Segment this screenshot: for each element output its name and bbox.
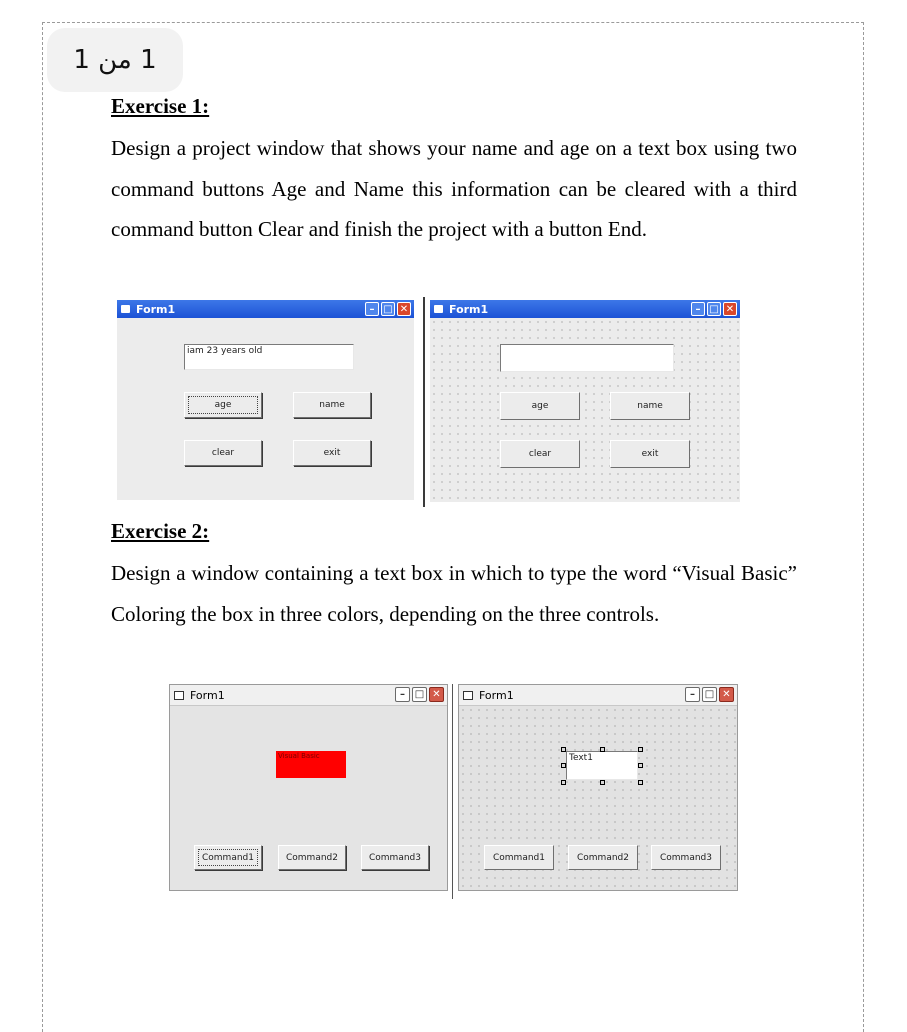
- resize-handle[interactable]: [600, 747, 605, 752]
- maximize-icon[interactable]: □: [412, 687, 427, 702]
- ex1-run-titlebar: [117, 300, 414, 318]
- exit-button[interactable]: exit: [293, 440, 371, 466]
- ex1-divider: [423, 297, 425, 507]
- close-icon[interactable]: ✕: [719, 687, 734, 702]
- ex2-run-window: [169, 684, 448, 891]
- resize-handle[interactable]: [561, 763, 566, 768]
- ex1-run-window: [117, 300, 414, 500]
- ex2-design-title: Form1: [479, 688, 514, 702]
- ex2-run-titlebar: [170, 685, 447, 706]
- resize-handle[interactable]: [638, 780, 643, 785]
- ex2-run-client: [170, 706, 447, 890]
- ex1-run-client: [117, 318, 414, 500]
- resize-handle[interactable]: [600, 780, 605, 785]
- ex1-design-textbox[interactable]: [500, 344, 674, 372]
- ex1-run-title: Form1: [136, 302, 176, 316]
- ex2-divider: [452, 684, 453, 899]
- maximize-icon[interactable]: □: [702, 687, 717, 702]
- name-button[interactable]: name: [610, 392, 690, 420]
- command1-button[interactable]: Command1: [484, 845, 554, 870]
- resize-handle[interactable]: [561, 747, 566, 752]
- resize-handle[interactable]: [561, 780, 566, 785]
- page-indicator: 1 من 1: [47, 28, 183, 92]
- command3-button[interactable]: Command3: [361, 845, 429, 870]
- text1-textbox[interactable]: Text1: [566, 751, 638, 780]
- minimize-icon[interactable]: –: [691, 302, 705, 316]
- maximize-icon[interactable]: □: [381, 302, 395, 316]
- ex1-design-title: Form1: [449, 302, 489, 316]
- ex1-design-grid: [430, 318, 740, 502]
- resize-handle[interactable]: [638, 747, 643, 752]
- ex2-design-window: [458, 684, 738, 891]
- exercise1-title: Exercise 1:: [111, 94, 210, 118]
- close-icon[interactable]: ✕: [397, 302, 411, 316]
- ex2-design-titlebar: [459, 685, 737, 706]
- resize-handle[interactable]: [638, 763, 643, 768]
- form-icon: [121, 305, 130, 313]
- form-icon: [174, 691, 184, 700]
- command2-button[interactable]: Command2: [278, 845, 346, 870]
- minimize-icon[interactable]: –: [395, 687, 410, 702]
- command1-button[interactable]: Command1: [194, 845, 262, 870]
- exercise2-body: Design a window containing a text box in which to type the word “Visual Basic” Coloring the box in three colors, depending on the three controls.: [111, 561, 797, 626]
- exit-button[interactable]: exit: [610, 440, 690, 468]
- command2-button[interactable]: Command2: [568, 845, 638, 870]
- close-icon[interactable]: ✕: [429, 687, 444, 702]
- exercise2-title: Exercise 2:: [111, 519, 210, 543]
- close-icon[interactable]: ✕: [723, 302, 737, 316]
- form-icon: [463, 691, 473, 700]
- command3-button[interactable]: Command3: [651, 845, 721, 870]
- ex1-design-window: [430, 300, 740, 502]
- clear-button[interactable]: clear: [184, 440, 262, 466]
- ex1-design-titlebar: [430, 300, 740, 318]
- ex1-run-textbox[interactable]: iam 23 years old: [184, 344, 354, 370]
- ex2-run-title: Form1: [190, 688, 225, 702]
- clear-button[interactable]: clear: [500, 440, 580, 468]
- maximize-icon[interactable]: □: [707, 302, 721, 316]
- exercise1-body: Design a project window that shows your name and age on a text box using two command buttons Age and Name this information can be cleared with a third command button Clear and finish the project with a button End.: [111, 136, 797, 241]
- age-button[interactable]: age: [500, 392, 580, 420]
- age-button[interactable]: age: [184, 392, 262, 418]
- name-button[interactable]: name: [293, 392, 371, 418]
- minimize-icon[interactable]: –: [365, 302, 379, 316]
- ex2-design-grid: [459, 706, 737, 890]
- visual-basic-textbox[interactable]: Visual Basic: [276, 751, 346, 778]
- form-icon: [434, 305, 443, 313]
- minimize-icon[interactable]: –: [685, 687, 700, 702]
